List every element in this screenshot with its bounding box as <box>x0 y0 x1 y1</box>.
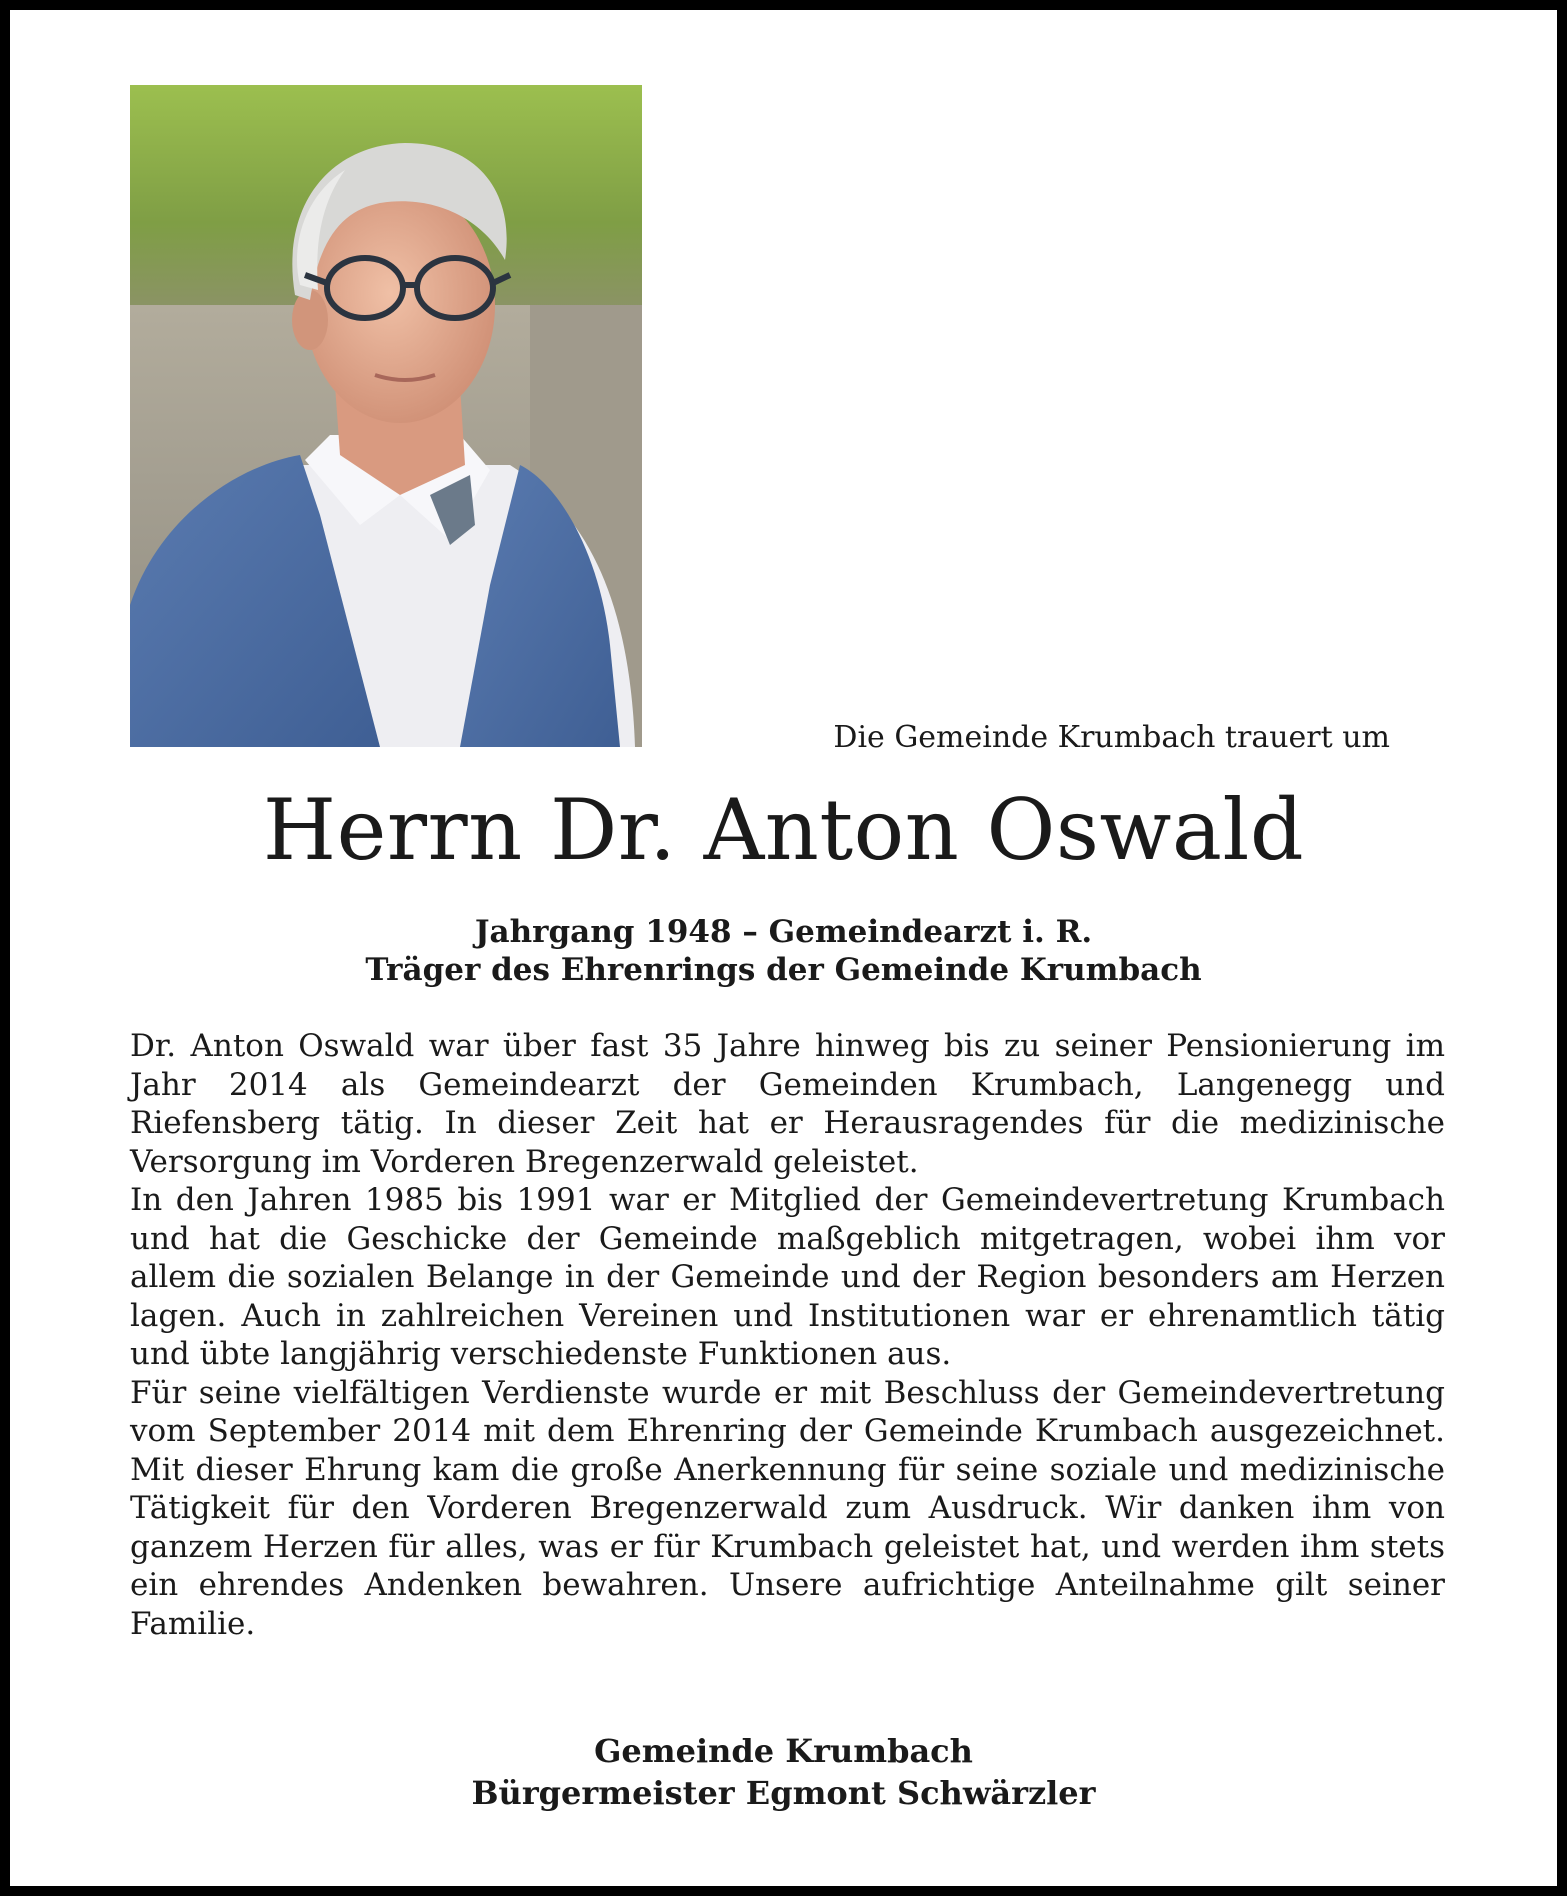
deceased-name-heading: Herrn Dr. Anton Oswald <box>262 781 1305 879</box>
subtitle-line-honor: Träger des Ehrenrings der Gemeinde Krumbach <box>365 952 1202 988</box>
signature-block <box>10 1730 1557 1814</box>
signature-municipality: Gemeinde Krumbach <box>594 1732 973 1770</box>
body-paragraph-honors: Für seine vielfältigen Verdienste wurde er mit Beschluss der Gemeindevertretung vom September 2014 mit dem Ehrenring der Gemeinde Krumbach ausgezeichnet. Mit dieser Ehrung kam die große Anerkennung für seine soziale und medizinische Tätigkeit für den Vorderen Bregenzerwald zum Ausdruck. Wir danken ihm von ganzem Herzen für alles, was er für Krumbach geleistet hat, und werden ihm stets ein ehrendes Andenken bewahren. Unsere aufrichtige Anteilnahme gilt seiner Familie. <box>130 1374 1445 1642</box>
subtitle-block <box>10 913 1557 989</box>
body-paragraph-career: Dr. Anton Oswald war über fast 35 Jahre hinweg bis zu seiner Pensionierung im Jahr 2014 als Gemeindearzt der Gemeinden Krumbach, Langenegg und Riefensberg tätig. In dieser Zeit hat er Herausragendes für die medizinische Versorgung im Vorderen Bregenzerwald geleistet. <box>130 1028 1445 1180</box>
intro-text: Die Gemeinde Krumbach trauert um <box>833 720 1390 755</box>
obituary-body <box>130 1027 1445 1643</box>
portrait-illustration <box>130 85 642 747</box>
body-paragraph-council: In den Jahren 1985 bis 1991 war er Mitglied der Gemeindevertretung Krumbach und hat die Geschicke der Gemeinde maßgeblich mitgetragen, wobei ihm vor allem die sozialen Belange in der Gemeinde und der Region besonders am Herzen lagen. Auch in zahlreichen Vereinen und Institutionen war er ehrenamtlich tätig und übte langjährig verschiedenste Funktionen aus. <box>130 1182 1445 1372</box>
subtitle-line-birth-year: Jahrgang 1948 – Gemeindearzt i. R. <box>474 914 1093 950</box>
obituary-page <box>10 10 1557 1886</box>
signature-mayor: Bürgermeister Egmont Schwärzler <box>471 1774 1096 1812</box>
portrait-photo <box>130 85 642 747</box>
